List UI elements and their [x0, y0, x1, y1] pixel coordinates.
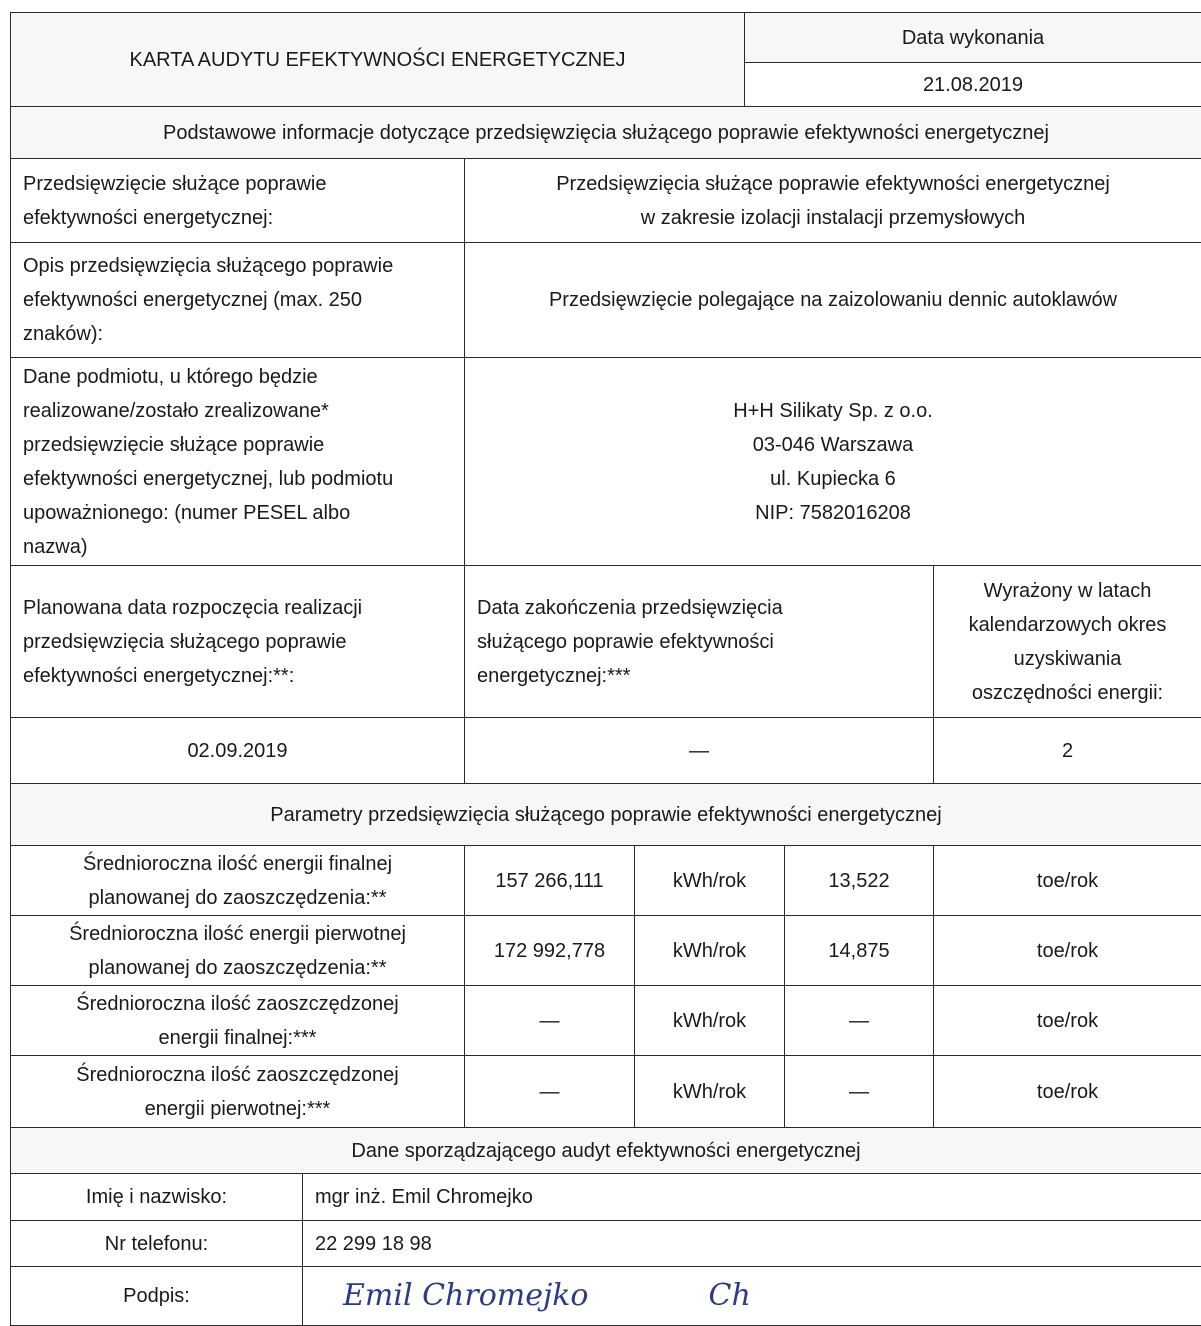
date-label — [744, 12, 1201, 62]
section-params-title-text: Parametry przedsięwzięcia służącego poprawie efektywności energetycznej — [270, 803, 942, 826]
entity-nip: NIP: 7582016208 — [755, 501, 911, 524]
date-value — [744, 62, 1201, 106]
entity-label-line: przedsięwzięcie służące poprawie — [23, 433, 325, 456]
auditor-signature-label — [10, 1266, 302, 1326]
card-title — [10, 12, 744, 106]
end-date-value-text: — — [689, 739, 709, 762]
param-toe-unit — [933, 985, 1201, 1055]
date-value-text: 21.08.2019 — [922, 73, 1024, 96]
param-toe-unit-text: toe/rok — [1036, 1080, 1099, 1103]
param-toe-text: — — [849, 1009, 869, 1032]
description-value — [464, 242, 1201, 357]
param-kwh-unit-text: kWh/rok — [672, 869, 747, 892]
param-toe-unit — [933, 845, 1201, 915]
section-auditor-title-text: Dane sporządzającego audyt efektywności energetycznej — [351, 1139, 861, 1162]
param-toe-text: — — [849, 1080, 869, 1103]
period-label-line: kalendarzowych okres — [968, 613, 1167, 636]
period-value-text: 2 — [1061, 739, 1074, 762]
entity-label-line: nazwa) — [23, 535, 88, 558]
param-kwh-text: — — [539, 1009, 560, 1032]
param-label — [10, 915, 464, 985]
entity-label-line: upoważnionego: (numer PESEL albo — [23, 501, 351, 524]
card-title-text: KARTA AUDYTU EFEKTYWNOŚCI ENERGETYCZNEJ — [129, 48, 626, 71]
start-date-label — [10, 565, 464, 717]
param-label-line: planowanej do zaoszczędzenia:** — [88, 886, 387, 909]
description-label-line: Opis przedsięwzięcia służącego poprawie — [23, 255, 394, 277]
entity-street: ul. Kupiecka 6 — [770, 467, 896, 490]
param-kwh-value — [464, 915, 634, 985]
entity-label — [10, 357, 464, 565]
param-toe-unit — [933, 915, 1201, 985]
entity-city: 03-046 Warszawa — [752, 433, 914, 456]
param-toe-unit — [933, 1055, 1201, 1127]
period-value — [933, 717, 1201, 783]
param-label — [10, 985, 464, 1055]
start-date-label-line: przedsięwzięcia służącego poprawie — [23, 630, 347, 653]
param-kwh-unit-text: kWh/rok — [672, 1009, 747, 1032]
period-label-line: Wyrażony w latach — [983, 579, 1152, 602]
auditor-signature-label-text: Podpis: — [123, 1285, 190, 1307]
project-label — [10, 158, 464, 242]
start-date-label-line: Planowana data rozpoczęcia realizacji — [23, 596, 363, 619]
param-toe-text: 13,522 — [828, 869, 890, 892]
param-kwh-unit — [634, 985, 784, 1055]
period-label-line: oszczędności energii: — [971, 681, 1164, 704]
param-toe-value — [784, 915, 933, 985]
param-toe-unit-text: toe/rok — [1036, 1009, 1099, 1032]
param-kwh-unit — [634, 845, 784, 915]
description-label-line: efektywności energetycznej (max. 250 — [23, 289, 363, 311]
end-date-label-line: energetycznej:*** — [477, 664, 631, 687]
description-label-line: znaków): — [23, 323, 104, 345]
entity-value — [464, 357, 1201, 565]
end-date-label-line: Data zakończenia przedsięwzięcia — [477, 596, 783, 619]
param-toe-unit-text: toe/rok — [1036, 939, 1099, 962]
section-basic-title-text: Podstawowe informacje dotyczące przedsięwzięcia służącego poprawie efektywności energetycznej — [162, 121, 1049, 144]
param-kwh-value — [464, 1055, 634, 1127]
start-date-label-line: efektywności energetycznej:**: — [23, 664, 295, 687]
param-kwh-value — [464, 845, 634, 915]
auditor-name-value — [302, 1173, 1201, 1220]
handwritten-signature: Emil Chromejko — [343, 1278, 589, 1313]
param-kwh-unit — [634, 915, 784, 985]
auditor-phone-label — [10, 1220, 302, 1266]
param-toe-unit-text: toe/rok — [1036, 869, 1099, 892]
param-label-line: Średnioroczna ilość zaoszczędzonej — [76, 1063, 399, 1086]
param-kwh-unit — [634, 1055, 784, 1127]
entity-label-line: realizowane/zostało zrealizowane* — [23, 399, 329, 422]
param-kwh-text: 157 266,111 — [495, 869, 604, 892]
project-value — [464, 158, 1201, 242]
param-label — [10, 1055, 464, 1127]
param-kwh-unit-text: kWh/rok — [672, 1080, 747, 1103]
period-label-line: uzyskiwania — [1013, 647, 1122, 670]
auditor-signature-field — [302, 1266, 1201, 1326]
param-toe-value — [784, 845, 933, 915]
auditor-phone-value — [302, 1220, 1201, 1266]
param-toe-value — [784, 1055, 933, 1127]
entity-label-line: efektywności energetycznej, lub podmiotu — [23, 467, 394, 490]
param-label-line: energii finalnej:*** — [158, 1026, 317, 1049]
period-label — [933, 565, 1201, 717]
description-label — [10, 242, 464, 357]
handwritten-initials: Ch — [708, 1278, 751, 1313]
project-label-line: Przedsięwzięcie służące poprawie — [23, 172, 327, 195]
entity-label-line: Dane podmiotu, u którego będzie — [23, 365, 318, 388]
auditor-phone-value-text: 22 299 18 98 — [315, 1232, 432, 1255]
param-label — [10, 845, 464, 915]
project-value-line: Przedsięwzięcia służące poprawie efektywności energetycznej — [556, 172, 1110, 195]
auditor-name-label-text: Imię i nazwisko: — [85, 1186, 228, 1208]
section-basic-title — [10, 106, 1201, 158]
param-toe-text: 14,875 — [828, 939, 890, 962]
start-date-value — [10, 717, 464, 783]
section-auditor-title — [10, 1127, 1201, 1173]
end-date-label-line: służącego poprawie efektywności — [477, 630, 774, 653]
param-kwh-text: 172 992,778 — [493, 939, 606, 962]
entity-name: H+H Silikaty Sp. z o.o. — [733, 399, 933, 422]
section-params-title — [10, 783, 1201, 845]
param-label-line: energii pierwotnej:*** — [144, 1097, 331, 1120]
auditor-phone-label-text: Nr telefonu: — [104, 1232, 209, 1255]
param-toe-value — [784, 985, 933, 1055]
end-date-value — [464, 717, 933, 783]
end-date-label — [464, 565, 933, 717]
auditor-name-value-text: mgr inż. Emil Chromejko — [315, 1186, 533, 1208]
param-label-line: Średnioroczna ilość energii pierwotnej — [69, 922, 406, 945]
param-kwh-value — [464, 985, 634, 1055]
param-kwh-text: — — [539, 1080, 560, 1103]
start-date-value-text: 02.09.2019 — [187, 739, 288, 762]
description-value-text: Przedsięwzięcie polegające na zaizolowaniu dennic autoklawów — [548, 289, 1118, 311]
param-label-line: Średnioroczna ilość zaoszczędzonej — [76, 992, 399, 1015]
param-kwh-unit-text: kWh/rok — [672, 939, 747, 962]
date-label-text: Data wykonania — [901, 26, 1045, 49]
auditor-name-label — [10, 1173, 302, 1220]
project-value-line: w zakresie izolacji instalacji przemysłowych — [640, 206, 1026, 229]
project-label-line: efektywności energetycznej: — [23, 206, 274, 229]
param-label-line: planowanej do zaoszczędzenia:** — [88, 956, 387, 979]
param-label-line: Średnioroczna ilość energii finalnej — [82, 852, 393, 875]
